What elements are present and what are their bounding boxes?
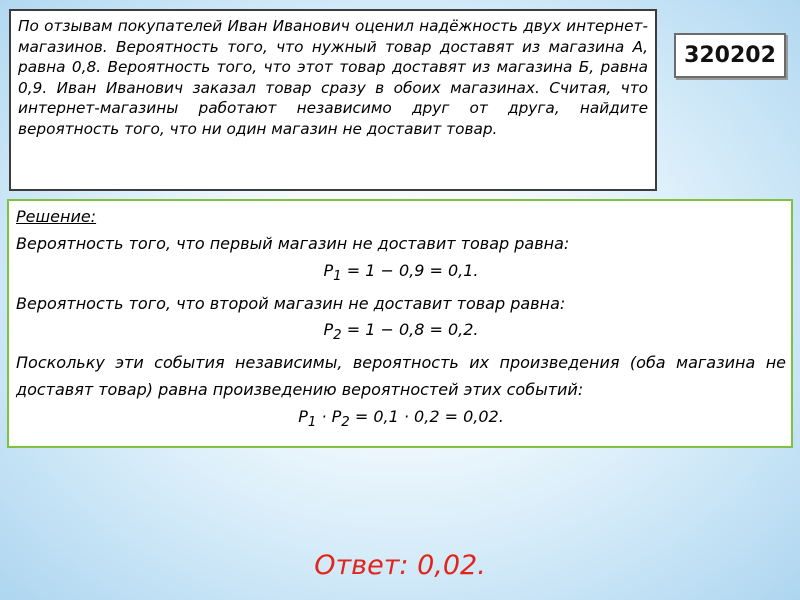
formula-product-index-2: 2 [341,415,350,431]
formula-p2-index: 2 [333,328,342,344]
solution-line-2: Вероятность того, что второй магазин не доставит товар равна: [16,293,566,313]
formula-product-symbol-2: P [331,406,342,426]
formula-p2-symbol: P [323,320,334,340]
formula-product-symbol-1: P [298,406,308,426]
problem-text: По отзывам покупателей Иван Иванович оценил надёжность двух интернет-магазинов. Вероятность того, что нужный товар доставят из магазина А, равна 0,8. Вероятность того, что этот товар доставят из магазина Б, равна 0,9. Иван Иванович заказал товар сразу в обоих магазинах. Считая, что интернет-магазины работают независимо друг от друга, найдите вероятность того, что ни один магазин не доставит товар. [18,17,648,138]
answer-text: Ответ: 0,02. [314,550,486,581]
formula-p2-expression: = 1 − 0,8 = 0,2. [341,320,479,340]
formula-product [16,404,786,437]
problem-statement-box [9,9,657,191]
solution-line-3: Поскольку эти события независимы, вероятность их произведения (оба магазина не доставят товар) равна произведению вероятностей этих событий: [16,353,786,400]
task-number-badge: 320202 [674,33,786,78]
formula-p2 [16,317,786,350]
solution-line-1: Вероятность того, что первый магазин не доставит товар равна: [16,233,570,253]
formula-product-operator: · [316,406,332,426]
solution-box [7,199,793,448]
formula-product-expression: = 0,1 · 0,2 = 0,02. [349,406,504,426]
formula-p1-index: 1 [333,268,342,284]
formula-p1-expression: = 1 − 0,9 = 0,1. [341,260,479,280]
formula-p1-symbol: P [323,260,334,280]
solution-title: Решение: [16,207,97,226]
formula-product-index-1: 1 [307,415,317,431]
formula-p1 [16,258,786,291]
